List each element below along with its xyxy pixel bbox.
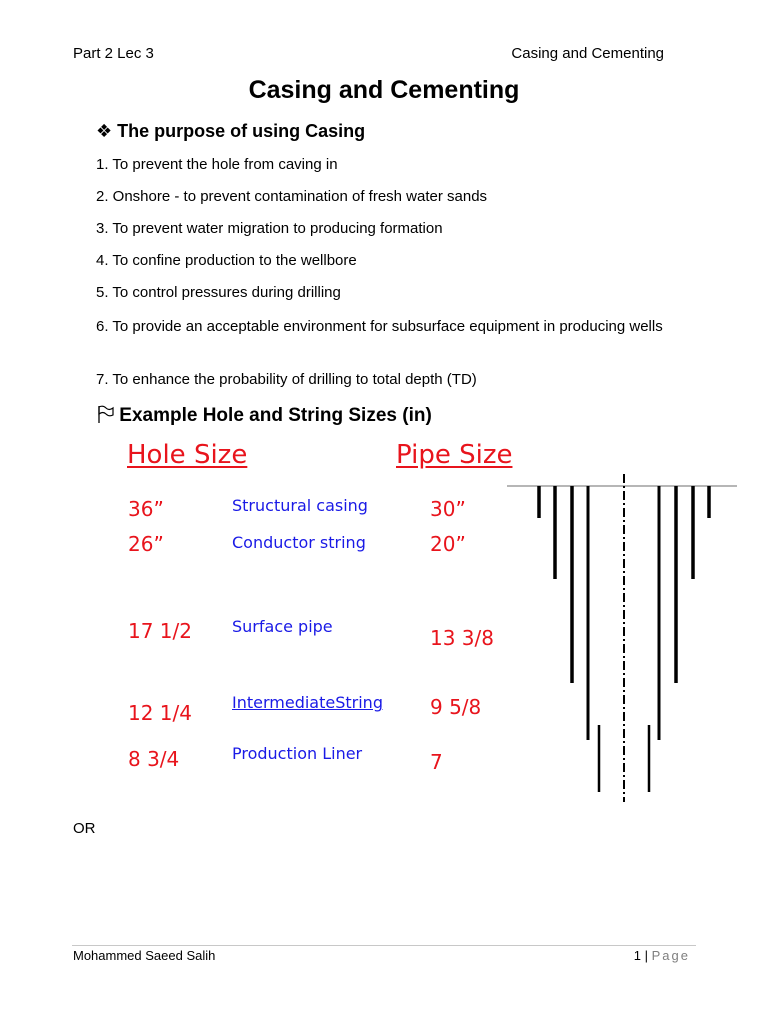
purpose-item-4: 4. To confine production to the wellbore [96,252,357,269]
page-number [634,948,690,963]
footer-author: Mohammed Saeed Salih [73,948,216,963]
casing-name-intermediate: IntermediateString [232,693,383,712]
pipe-size-30: 30” [430,497,466,521]
footer-rule [72,945,696,946]
pipe-size-9-5-8: 9 5/8 [430,695,482,719]
or-text: OR [73,820,96,837]
pipe-size-7: 7 [430,750,443,774]
diamond-bullet-icon: ❖ [96,121,113,141]
purpose-item-2: 2. Onshore - to prevent contamination of fresh water sands [96,188,488,205]
pipe-size-20: 20” [430,532,466,556]
page-title: Casing and Cementing [248,76,520,104]
header-right: Casing and Cementing [511,45,664,62]
purpose-heading-text: The purpose of using Casing [117,121,366,141]
hole-size-26: 26” [128,532,164,556]
hole-size-12-1-4: 12 1/4 [128,701,192,725]
casing-name-structural: Structural casing [232,496,368,515]
purpose-item-6: 6. To provide an acceptable environment for subsurface equipment in producing wells [96,318,663,335]
casing-name-surface: Surface pipe [232,617,333,636]
hole-size-17-1-2: 17 1/2 [128,619,192,643]
page-separator: | [644,948,648,963]
hole-size-8-3-4: 8 3/4 [128,747,180,771]
purpose-item-1: 1. To prevent the hole from caving in [96,156,338,173]
purpose-item-3: 3. To prevent water migration to producing formation [96,220,443,237]
pipe-size-13-3-8: 13 3/8 [430,626,494,650]
pipe-size-header: Pipe Size [396,440,513,470]
purpose-item-7: 7. To enhance the probability of drilling to total depth (TD) [96,371,477,388]
page-label: Page [651,948,690,963]
page-number-value: 1 [633,948,641,963]
casing-name-conductor: Conductor string [232,533,366,552]
hole-size-header: Hole Size [127,440,248,470]
purpose-item-5: 5. To control pressures during drilling [96,284,341,301]
header-left: Part 2 Lec 3 [73,45,154,62]
casing-name-production: Production Liner [232,744,363,763]
hole-size-36: 36” [128,497,164,521]
example-heading-text: Example Hole and String Sizes (in) [119,405,432,426]
